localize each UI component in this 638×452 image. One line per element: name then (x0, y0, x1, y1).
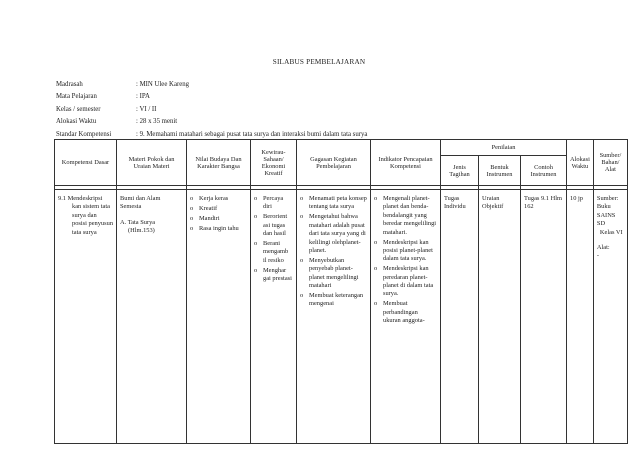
sumber-line: SAINS (596, 211, 616, 219)
jenis-text: Tugas Individu (444, 195, 466, 211)
header-alokasi: Alokasi Waktu (567, 140, 594, 186)
cell-alokasi (567, 190, 594, 444)
kd-text: 9.1 Mendeskripsi kan sistem tata surya dan posisi penyusun tata surya (58, 195, 114, 236)
cell-sumber (593, 190, 627, 444)
cell-nilai (187, 190, 251, 444)
sumber-line: SD (596, 220, 606, 228)
list-item: o Mendeskripsi kan posisi planet-planet dalam tata surya. (374, 239, 437, 264)
list-item: o Berorient asi tugas dan hasil (254, 213, 293, 238)
cell-gagasan (297, 190, 371, 444)
page-title: SILABUS PEMBELAJARAN (272, 58, 366, 66)
cell-jenis (441, 190, 479, 444)
sumber-line: - (596, 252, 600, 260)
header-bentuk: Bentuk Instrumen (479, 156, 521, 186)
meta-value: : 9. Memahami matahari sebagai pusat tata surya dan interaksi bumi dalam tata surya (136, 130, 368, 138)
cell-kd (55, 190, 117, 444)
meta-value: : 28 x 35 menit (136, 118, 178, 126)
list-item: o Mengetahui bahwa matahari adalah pusat dari tata surya yang di kelilingi olehplanet-planet. (300, 213, 367, 255)
list-item: o Membuat perbandingan ukuran anggota- (374, 300, 437, 325)
sumber-line: Alat: (596, 244, 610, 252)
bentuk-text: Uraian Objektif (482, 195, 504, 211)
meta-label: Standar Kompetensi (56, 130, 112, 138)
list-item: o Berani mengamb il resiko (254, 240, 293, 265)
list-item: o Menyebutkan penyebab planet-planet mengelilingi matahari (300, 257, 367, 291)
contoh-text: Tugas 9.1 Hlm 162 (524, 195, 562, 211)
header-sumber: Sumber/ Bahan/ Alat (593, 140, 627, 186)
sumber-line: Kelas VI (599, 228, 623, 236)
cell-kewira (251, 190, 297, 444)
list-item: o Mandiri (190, 215, 247, 223)
sumber-line: Sumber: (596, 195, 619, 202)
materi-page: (Hlm.153) (128, 227, 155, 235)
header-penilaian: Penilaian (441, 140, 567, 156)
cell-materi (117, 190, 187, 444)
meta-label: Kelas / semester (56, 105, 101, 113)
list-item: o Rasa ingin tahu (190, 225, 247, 233)
meta-row-subject (56, 91, 367, 103)
meta-value: : MIN Ulee Kareng (136, 81, 190, 88)
list-item: o Menamati peta konsep tentang tata surya (300, 195, 367, 212)
header-indikator: Indikator Pencapaian Kompetensi (371, 140, 441, 186)
list-item: o Menghar gai prestasi (254, 267, 293, 284)
list-item: o Mengenali planet-planet dan benda-bendalangit yang beredar mengelilingi matahari. (374, 195, 437, 237)
header-kd: Kompetensi Dasar (55, 140, 117, 186)
meta-row-time (56, 116, 367, 128)
materi-subtopic: A. Tata Surya (120, 218, 156, 226)
list-item: o Mendeskripsi kan peredaran planet-planet di dalam tata surya. (374, 265, 437, 299)
list-item: o Kreatif (190, 205, 247, 213)
list-item: o Kerja keras (190, 195, 247, 203)
table-row (55, 190, 628, 444)
cell-bentuk (479, 190, 521, 444)
syllabus-table (54, 139, 628, 444)
header-nilai: Nilai Budaya Dan Karakter Bangsa (187, 140, 251, 186)
meta-row-class (56, 104, 367, 116)
sumber-line: Buku (596, 203, 611, 211)
header-kewira: Kewirau-Sahaan/ Ekonomi Kreatif (251, 140, 297, 186)
meta-label: Mata Pelajaran (56, 93, 97, 101)
alokasi-text: 10 jp (570, 195, 583, 202)
meta-value: : IPA (136, 93, 150, 101)
header-gagasan: Gagasan Kegiatan Pembelajaran (297, 140, 371, 186)
syllabus-meta (56, 79, 367, 141)
cell-indikator (371, 190, 441, 444)
header-materi: Materi Pokok dan Uraian Materi (117, 140, 187, 186)
list-item: o Membuat keterangan mengenai (300, 292, 367, 309)
materi-topic: Bumi dan Alam Semesta (120, 195, 161, 211)
cell-contoh (521, 190, 567, 444)
meta-value: : VI / II (136, 105, 157, 113)
meta-label: Alokasi Waktu (56, 118, 97, 126)
header-contoh: Contoh Instrumen (521, 156, 567, 186)
meta-label: Madrasah (56, 81, 83, 88)
meta-row-madrasah (56, 79, 367, 91)
list-item: o Percaya diri (254, 195, 293, 212)
header-jenis: Jenis Tagihan (441, 156, 479, 186)
